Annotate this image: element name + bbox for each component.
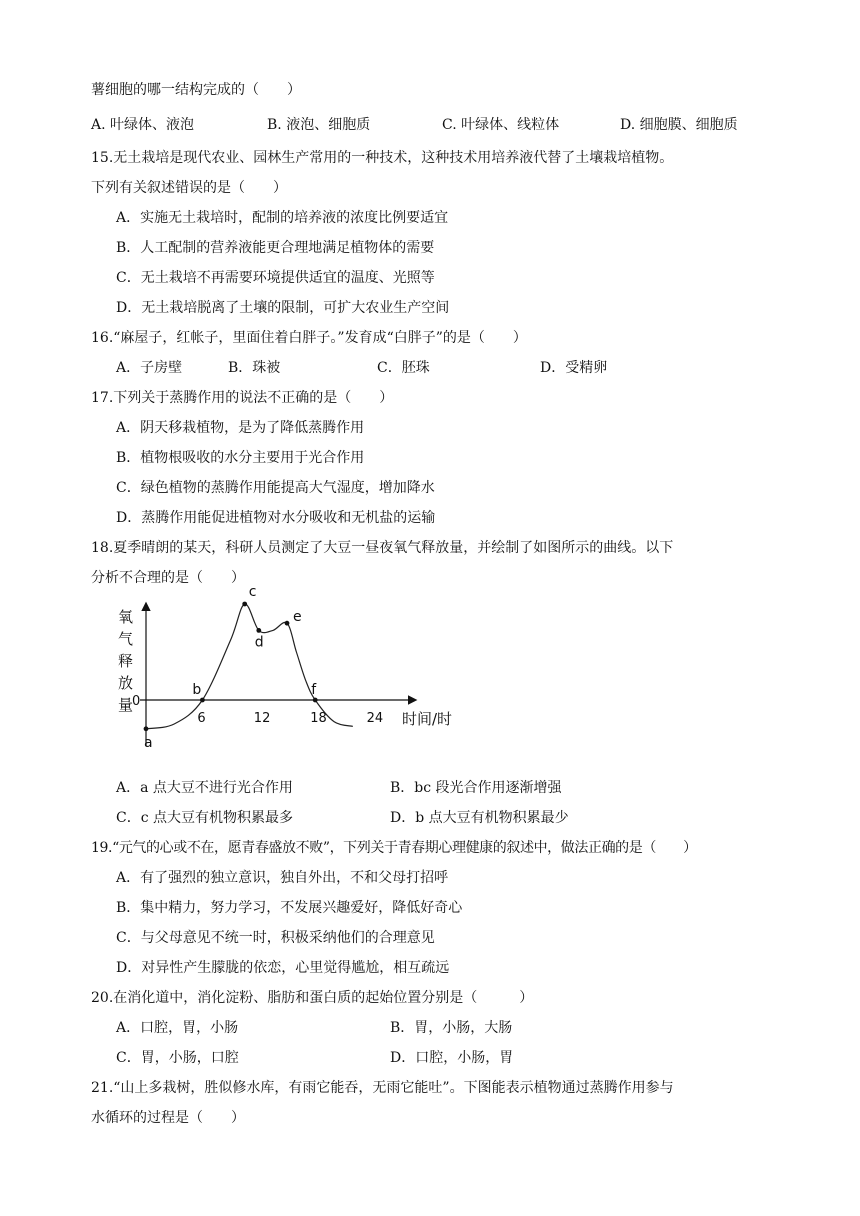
point-label-b: b bbox=[192, 682, 202, 698]
svg-text:氧气释放量: 氧气释放量 bbox=[118, 608, 134, 714]
q20-stem: 20.在消化道中，消化淀粉、脂肪和蛋白质的起始位置分别是（ ） bbox=[91, 990, 534, 1006]
q16-option-a: A．子房壁 bbox=[116, 360, 183, 376]
x-tick-label: 12 bbox=[253, 711, 271, 726]
q17-option-b: B．植物根吸收的水分主要用于光合作用 bbox=[116, 450, 365, 466]
point-d bbox=[256, 628, 261, 633]
point-label-a: a bbox=[144, 734, 153, 751]
q18-stem-line1: 18.夏季晴朗的某天，科研人员测定了大豆一昼夜氧气释放量，并绘制了如图所示的曲线。以下 bbox=[91, 540, 674, 556]
point-a bbox=[144, 726, 149, 731]
q15-option-c: C．无土栽培不再需要环境提供适宜的温度、光照等 bbox=[116, 270, 435, 286]
q19-stem: 19.“元气的心或不在，愿青春盛放不败”，下列关于青春期心理健康的叙述中，做法正确的是（ ） bbox=[91, 840, 697, 856]
q19-option-a: A．有了强烈的独立意识，独自外出，不和父母打招呼 bbox=[116, 870, 449, 886]
q17-option-c: C．绿色植物的蒸腾作用能提高大气湿度，增加降水 bbox=[116, 480, 435, 496]
q19-option-c: C．与父母意见不统一时，积极采纳他们的合理意见 bbox=[116, 930, 435, 946]
q18-option-a: A．a 点大豆不进行光合作用 bbox=[116, 780, 293, 796]
x-tick-label: 6 bbox=[197, 711, 206, 726]
point-e bbox=[285, 621, 290, 626]
q14-option-c: C. 叶绿体、线粒体 bbox=[442, 117, 560, 133]
q14-stem: 薯细胞的哪一结构完成的（ ） bbox=[91, 82, 301, 98]
q20-option-b: B．胃，小肠，大肠 bbox=[390, 1020, 513, 1036]
point-c bbox=[242, 602, 247, 607]
q20-option-d: D．口腔，小肠，胃 bbox=[390, 1050, 514, 1066]
q21-stem-line1: 21.“山上多栽树，胜似修水库，有雨它能吞，无雨它能吐”。下图能表示植物通过蒸腾作用参与 bbox=[91, 1080, 674, 1096]
q18-stem-line2: 分析不合理的是（ ） bbox=[91, 570, 245, 586]
q16-option-b: B．珠被 bbox=[228, 360, 281, 376]
q21-stem-line2: 水循环的过程是（ ） bbox=[91, 1110, 245, 1126]
point-b bbox=[200, 698, 205, 703]
q17-option-d: D．蒸腾作用能促进植物对水分吸收和无机盐的运输 bbox=[116, 510, 436, 526]
q18-option-b: B．bc 段光合作用逐渐增强 bbox=[390, 780, 562, 796]
q19-option-d: D．对异性产生朦胧的依恋，心里觉得尴尬，相互疏远 bbox=[116, 960, 450, 976]
point-f bbox=[313, 698, 318, 703]
q14-option-d: D. 细胞膜、细胞质 bbox=[620, 117, 738, 133]
q16-option-c: C．胚珠 bbox=[377, 360, 430, 376]
q19-option-b: B．集中精力，努力学习，不发展兴趣爱好，降低好奇心 bbox=[116, 900, 463, 916]
x-axis-label: 时间/时 bbox=[402, 710, 453, 728]
q20-option-c: C．胃，小肠，口腔 bbox=[116, 1050, 239, 1066]
q14-option-b: B. 液泡、细胞质 bbox=[267, 117, 371, 133]
q17-option-a: A．阴天移栽植物，是为了降低蒸腾作用 bbox=[116, 420, 365, 436]
point-label-f: f bbox=[311, 682, 317, 698]
q17-stem: 17.下列关于蒸腾作用的说法不正确的是（ ） bbox=[91, 390, 394, 406]
x-tick-label: 0 bbox=[132, 694, 141, 709]
oxygen-release-chart bbox=[100, 584, 480, 761]
q18-option-d: D．b 点大豆有机物积累最少 bbox=[390, 810, 569, 826]
x-tick-label: 24 bbox=[366, 711, 384, 726]
q15-stem-line1: 15.无土栽培是现代农业、园林生产常用的一种技术，这种技术用培养液代替了土壤栽培植物。 bbox=[91, 150, 674, 166]
q15-option-b: B．人工配制的营养液能更合理地满足植物体的需要 bbox=[116, 240, 435, 256]
q15-option-a: A．实施无土栽培时，配制的培养液的浓度比例要适宜 bbox=[116, 210, 449, 226]
point-label-e: e bbox=[293, 609, 302, 626]
q16-option-d: D．受精卵 bbox=[540, 360, 608, 376]
y-axis-label bbox=[118, 608, 133, 714]
q20-option-a: A．口腔，胃，小肠 bbox=[116, 1020, 239, 1036]
q15-option-d: D．无土栽培脱离了土壤的限制，可扩大农业生产空间 bbox=[116, 300, 450, 316]
point-label-d: d bbox=[254, 634, 264, 651]
q18-option-c: C．c 点大豆有机物积累最多 bbox=[116, 810, 294, 826]
x-tick-label: 18 bbox=[310, 711, 327, 726]
q15-stem-line2: 下列有关叙述错误的是（ ） bbox=[91, 180, 287, 196]
q16-stem: 16.“麻屋子，红帐子，里面住着白胖子。”发育成“白胖子”的是（ ） bbox=[91, 330, 527, 346]
point-label-c: c bbox=[248, 584, 257, 600]
q14-option-a: A. 叶绿体、液泡 bbox=[91, 117, 195, 133]
